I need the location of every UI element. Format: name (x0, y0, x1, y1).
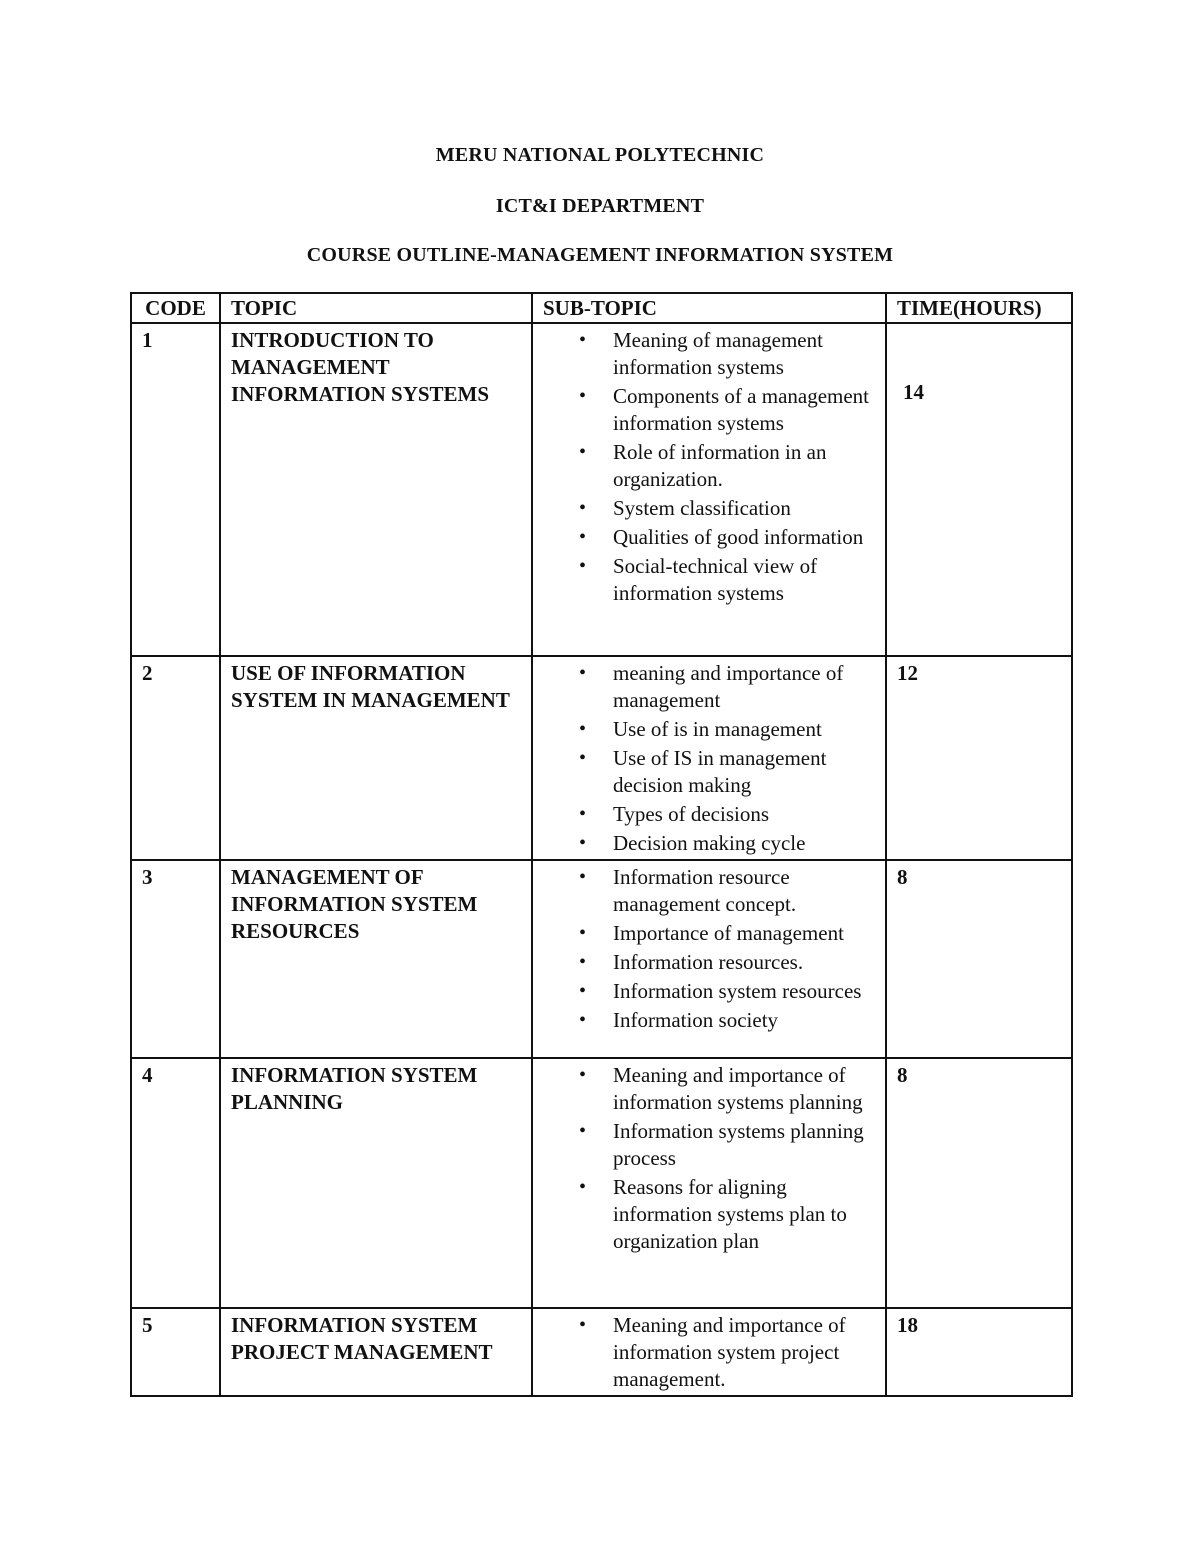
row-code: 5 (131, 1308, 220, 1396)
row-subtopics (532, 323, 886, 656)
row-subtopics (532, 860, 886, 1058)
institution-title: MERU NATIONAL POLYTECHNIC (435, 144, 765, 166)
subtopic-item: • Information system resources (613, 978, 879, 1005)
row-topic: INFORMATION SYSTEM PROJECT MANAGEMENT (220, 1308, 532, 1396)
subtopic-list (543, 660, 879, 857)
subtopic-item: • System classification (613, 495, 879, 522)
table-row (131, 323, 1072, 656)
column-header-topic: TOPIC (220, 293, 532, 323)
subtopic-item: • Use of IS in management decision making (613, 745, 879, 799)
row-code: 1 (131, 323, 220, 656)
department-title: ICT&I DEPARTMENT (495, 195, 705, 217)
row-topic: INTRODUCTION TO MANAGEMENT INFORMATION SYSTEMS (220, 323, 532, 656)
subtopic-item: • Information resources. (613, 949, 879, 976)
row-subtopics (532, 1058, 886, 1308)
row-subtopics (532, 656, 886, 860)
subtopic-item: • Meaning of management information systems (613, 327, 879, 381)
row-time-hours: 8 (886, 1058, 1072, 1308)
row-topic: INFORMATION SYSTEM PLANNING (220, 1058, 532, 1308)
table-row (131, 1058, 1072, 1308)
table-row (131, 656, 1072, 860)
column-header-subtopic: SUB-TOPIC (532, 293, 886, 323)
table-header-row (131, 293, 1072, 323)
subtopic-item: • Information resource management concept. (613, 864, 879, 918)
subtopic-list (543, 1312, 879, 1393)
table-row (131, 1308, 1072, 1396)
subtopic-item: • Social-technical view of information systems (613, 553, 879, 607)
row-code: 4 (131, 1058, 220, 1308)
subtopic-list (543, 327, 879, 607)
subtopic-item: • Components of a management information systems (613, 383, 879, 437)
subtopic-item: • Decision making cycle (613, 830, 879, 857)
column-header-time: TIME(HOURS) (886, 293, 1072, 323)
row-code: 2 (131, 656, 220, 860)
row-code: 3 (131, 860, 220, 1058)
row-time-hours: 14 (886, 323, 1072, 656)
row-time-hours: 8 (886, 860, 1072, 1058)
subtopic-item: • Role of information in an organization. (613, 439, 879, 493)
subtopic-item: • Reasons for aligning information systems plan to organization plan (613, 1174, 879, 1255)
row-topic: MANAGEMENT OF INFORMATION SYSTEM RESOURCES (220, 860, 532, 1058)
subtopic-item: • Qualities of good information (613, 524, 879, 551)
row-subtopics (532, 1308, 886, 1396)
subtopic-item: • Types of decisions (613, 801, 879, 828)
subtopic-item: • Meaning and importance of information systems planning (613, 1062, 879, 1116)
column-header-code: CODE (131, 293, 220, 323)
subtopic-item: • Information society (613, 1007, 879, 1034)
subtopic-item: • Use of is in management (613, 716, 879, 743)
subtopic-item: • meaning and importance of management (613, 660, 879, 714)
row-time-hours: 12 (886, 656, 1072, 860)
table-row (131, 860, 1072, 1058)
subtopic-item: • Information systems planning process (613, 1118, 879, 1172)
subtopic-item: • Meaning and importance of information system project management. (613, 1312, 879, 1393)
subtopic-item: • Importance of management (613, 920, 879, 947)
row-time-hours: 18 (886, 1308, 1072, 1396)
subtopic-list (543, 864, 879, 1034)
subtopic-list (543, 1062, 879, 1255)
course-outline-table (130, 292, 1073, 1397)
row-topic: USE OF INFORMATION SYSTEM IN MANAGEMENT (220, 656, 532, 860)
course-outline-title: COURSE OUTLINE-MANAGEMENT INFORMATION SYSTEM (306, 244, 894, 266)
